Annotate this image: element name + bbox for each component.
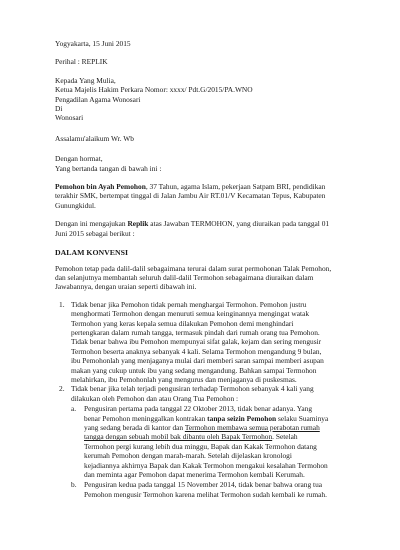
sub-item <box>71 404 380 479</box>
identity-text: , 37 Tahun, agama Islam, pekerjaan Satpam BRI, pendidikan <box>145 182 326 192</box>
intro-text: Dengan ini mengajukan <box>55 219 128 229</box>
replik-term: Replik <box>127 219 149 229</box>
paragraph-line: Jawabannya, dengan uraian seperti dibawah ini. <box>55 282 197 292</box>
emphasis-text: tanpa seizin Pemohon <box>207 413 277 423</box>
sub-text: benar Pemohon meninggalkan kontrakan <box>84 413 208 423</box>
sub-line: Termohon pergi kurang lebih dua minggu, Bapak dan Kakak Termohon datang <box>84 441 317 451</box>
underlined-text: Termohon membawa semua perabotan rumah <box>184 423 320 432</box>
sub-line: Pemohon mengusir Termohon karena melihat Termohon sudah kembali ke rumah. <box>84 489 327 499</box>
sub-letter: a. <box>71 404 77 414</box>
address-line: Di <box>55 104 63 114</box>
greeting-line: Dengan hormat, <box>55 154 103 164</box>
sub-text: . Setelah <box>272 432 298 442</box>
list-item <box>55 300 380 385</box>
sub-text: yang sedang berada di kantor dan <box>84 423 185 432</box>
list-line: Tidak benar jika Pemohon tidak pernah menghargai Termohon. Pemohon justru <box>71 299 307 309</box>
intro-text: atas Jawaban TERMOHON, yang diuraikan pada tanggal 01 <box>148 219 330 229</box>
sub-line: Pengusiran kedua pada tanggal 15 November 2014, tidak benar bahwa orang tua <box>84 480 323 490</box>
list-line: Tidak benar jika telah terjadi pengusiran terhadap Termohon sebanyak 4 kali yang <box>71 384 314 394</box>
list-line: ibu Pemohonlah yang menjaganya mulai dari memberi saran sampai memberi asupan <box>71 356 324 366</box>
paragraph-line: dan selanjutnya membantah seluruh dalil-dalil Termohon sebagaimana diuraikan dalam <box>55 272 314 282</box>
sub-letter: b. <box>71 480 77 490</box>
sub-item <box>71 480 380 499</box>
date-line: Yogyakarta, 15 Juni 2015 <box>55 39 131 48</box>
list-line: menghormati Termohon dengan menuruti semua keinginannya mengingat watak <box>71 309 310 319</box>
signatory-intro: Yang bertanda tangan di bawah ini : <box>55 163 162 173</box>
sub-text: selaku Suaminya <box>276 413 329 423</box>
sub-line: kejadiannya akhirnya Bapak dan Kakak Termohon mengakui kesalahan Termohon <box>84 460 328 470</box>
address-line: Wonosari <box>55 113 84 123</box>
list-line: Tidak benar bahwa ibu Pemohon mempunyai sifat galak, kejam dan sering mengusir <box>71 337 322 347</box>
identity-text: terakhir SMK, bertempat tinggal di Jalan Jambu Air RT.01/V Kecamatan Tepus, Kabupaten <box>55 191 326 201</box>
list-number: 1. <box>59 299 65 309</box>
underlined-text: tangga dengan sebuah mobil bak dibantu oleh Bapak Termohon <box>84 432 273 442</box>
address-block <box>55 76 380 123</box>
identity-text: Gunungkidul. <box>55 200 96 210</box>
intro-block <box>55 219 380 238</box>
list-line: Termohon beserta anaknya sebanyak 4 kali. Selama Termohon mengandung 9 bulan, <box>71 346 322 356</box>
perihal-line: Perihal : REPLIK <box>55 57 108 67</box>
list-line: makan yang cukup untuk ibu yang sedang mengandung. Bahkan sampai Termohon <box>71 365 317 375</box>
list-item <box>55 384 380 499</box>
numbered-list <box>55 300 380 500</box>
party-name: Pemohon bin Ayah Pemohon <box>55 182 146 192</box>
paragraph-line: Pemohon tetap pada dalil-dalil sebagaimana terurai dalam surat permohonan Talak Pemohon, <box>55 263 332 273</box>
address-line: Kepada Yang Mulia, <box>55 75 116 85</box>
section-heading: DALAM KONVENSI <box>55 248 128 258</box>
list-line: pertengkaran dalam rumah tangga, termasuk pindah dari rumah orang tua Pemohon. <box>71 327 320 337</box>
address-line: Pengadilan Agama Wonosari <box>55 94 141 104</box>
list-line: dilakukan oleh Pemohon dan atau Orang Tua Pemohon : <box>71 393 239 403</box>
salam-line: Assalamu'alaikum Wr. Wb <box>55 133 134 143</box>
identity-block <box>55 182 380 210</box>
sub-line: Pengusiran pertama pada tanggal 22 Oktober 2013, tidak benar adanya. Yang <box>84 404 313 414</box>
intro-text: Juni 2015 sebagai berikut : <box>55 228 135 238</box>
list-number: 2. <box>59 384 65 394</box>
address-line: Ketua Majelis Hakim Perkara Nomor: xxxx/ Pdt.G/2015/PA.WNO <box>55 85 253 95</box>
list-line: melahirkan, ibu Pemohonlah yang mengurus dan menjaganya di puskesmas. <box>71 374 297 384</box>
konvensi-paragraph <box>55 264 380 292</box>
sub-line: kerumah Pemohon dengan marah-marah. Setelah dijelaskan kronologi <box>84 451 292 461</box>
sub-line: dan meminta agar Pemohon dapat menerima Termohon kembali Kerumah. <box>84 470 305 480</box>
list-line: Termohon yang keras kepala semua dilakukan Pemohon demi menghindari <box>71 318 294 328</box>
